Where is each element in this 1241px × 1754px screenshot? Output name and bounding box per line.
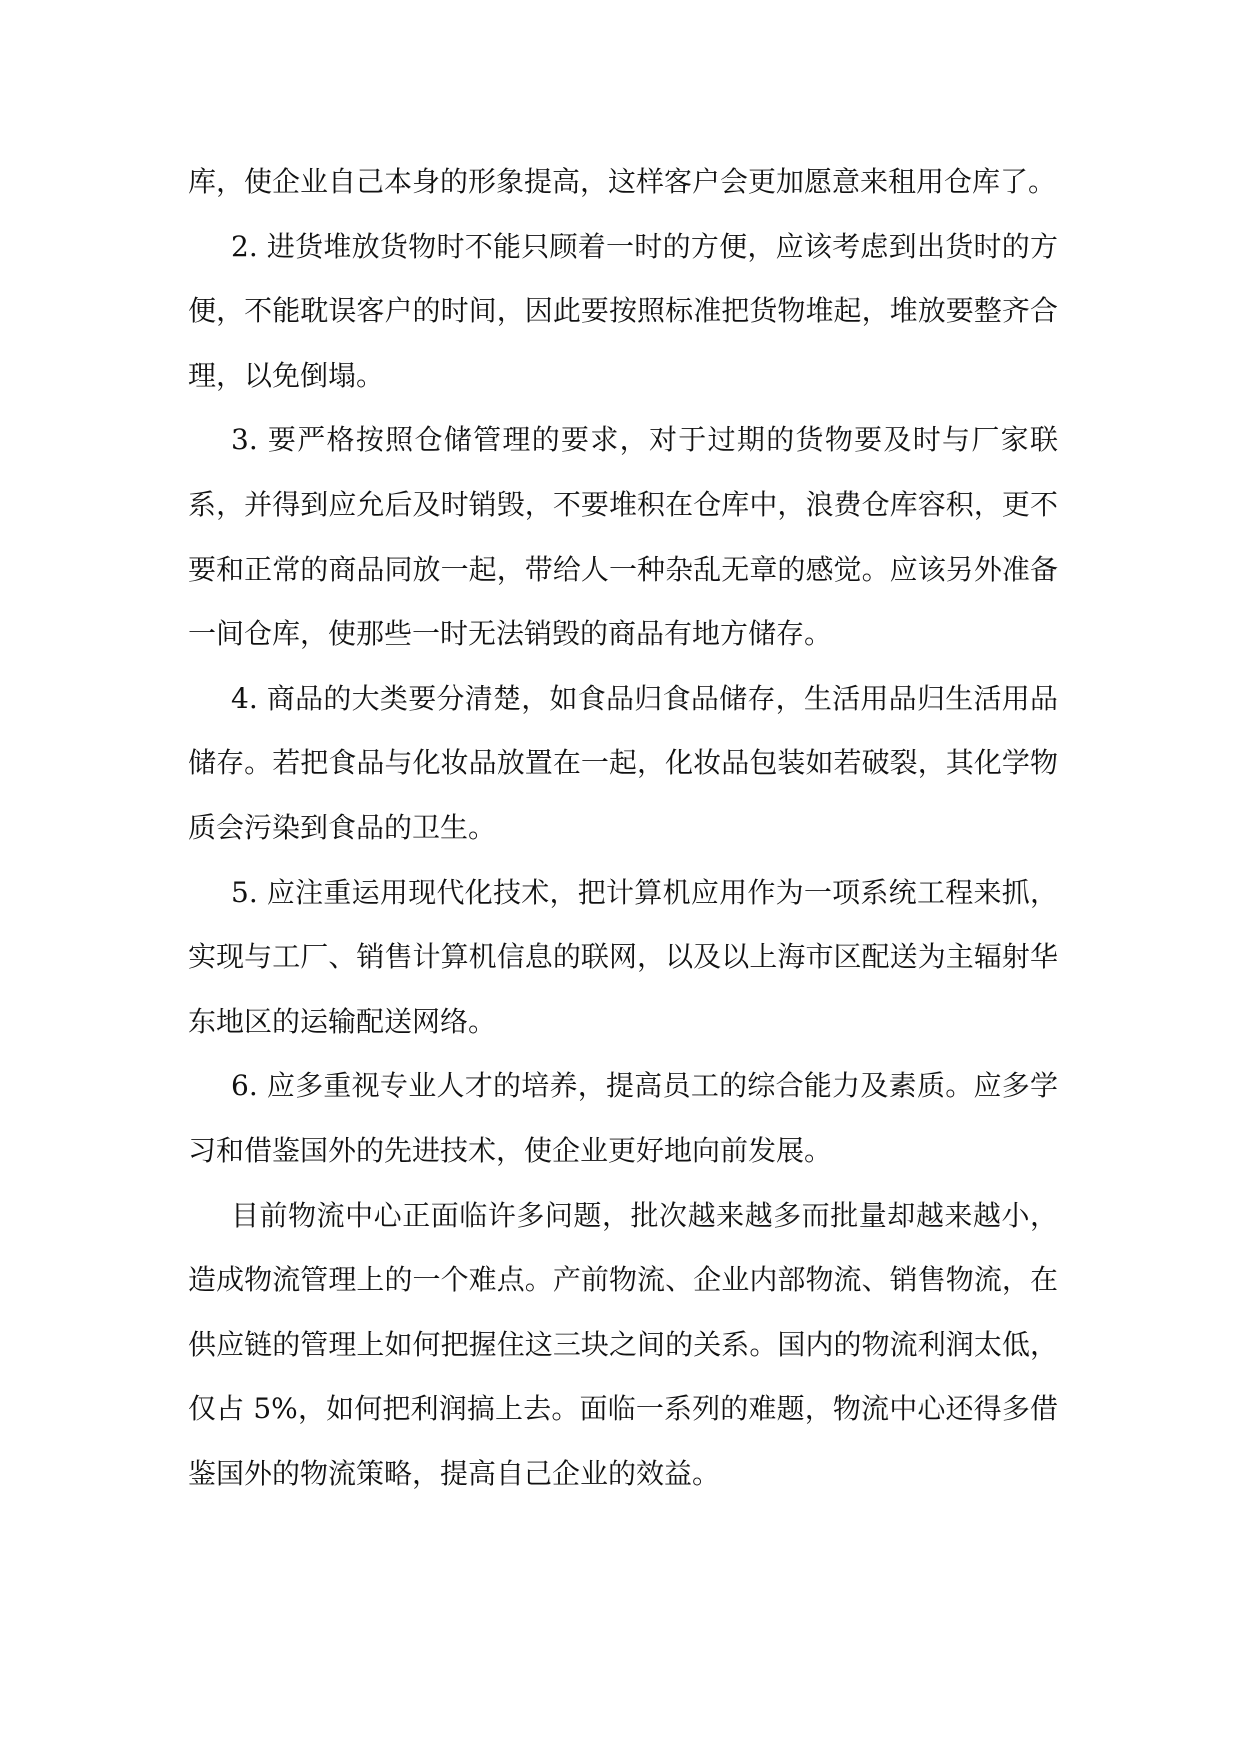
paragraph-conclusion: 目前物流中心正面临许多问题，批次越来越多而批量却越来越小，造成物流管理上的一个难点。产前物流、企业内部物流、销售物流，在供应链的管理上如何把握住这三块之间的关系。国内的物流利润太低，仅占 5%，如何把利润搞上去。面临一系列的难题，物流中心还得多借鉴国外的物流策略，提高自己企业的效益。: [188, 1198, 1058, 1490]
paragraph-item-2: 2. 进货堆放货物时不能只顾着一时的方便，应该考虑到出货时的方便，不能耽误客户的时间，因此要按照标准把货物堆起，堆放要整齐合理，以免倒塌。: [188, 229, 1058, 392]
paragraph-continuation: 库，使企业自己本身的形象提高，这样客户会更加愿意来租用仓库了。: [188, 165, 1057, 198]
paragraph-item-6: 6. 应多重视专业人才的培养，提高员工的综合能力及素质。应多学习和借鉴国外的先进技术，使企业更好地向前发展。: [188, 1069, 1058, 1167]
document-body: [188, 150, 1058, 1506]
paragraph-item-4: 4. 商品的大类要分清楚，如食品归食品储存，生活用品归生活用品储存。若把食品与化妆品放置在一起，化妆品包装如若破裂，其化学物质会污染到食品的卫生。: [188, 681, 1058, 844]
paragraph-item-3: 3. 要严格按照仓储管理的要求，对于过期的货物要及时与厂家联系，并得到应允后及时销毁，不要堆积在仓库中，浪费仓库容积，更不要和正常的商品同放一起，带给人一种杂乱无章的感觉。应该另外准备一间仓库，使那些一时无法销毁的商品有地方储存。: [188, 423, 1058, 651]
paragraph-item-5: 5. 应注重运用现代化技术，把计算机应用作为一项系统工程来抓，实现与工厂、销售计算机信息的联网，以及以上海市区配送为主辐射华东地区的运输配送网络。: [188, 875, 1058, 1038]
